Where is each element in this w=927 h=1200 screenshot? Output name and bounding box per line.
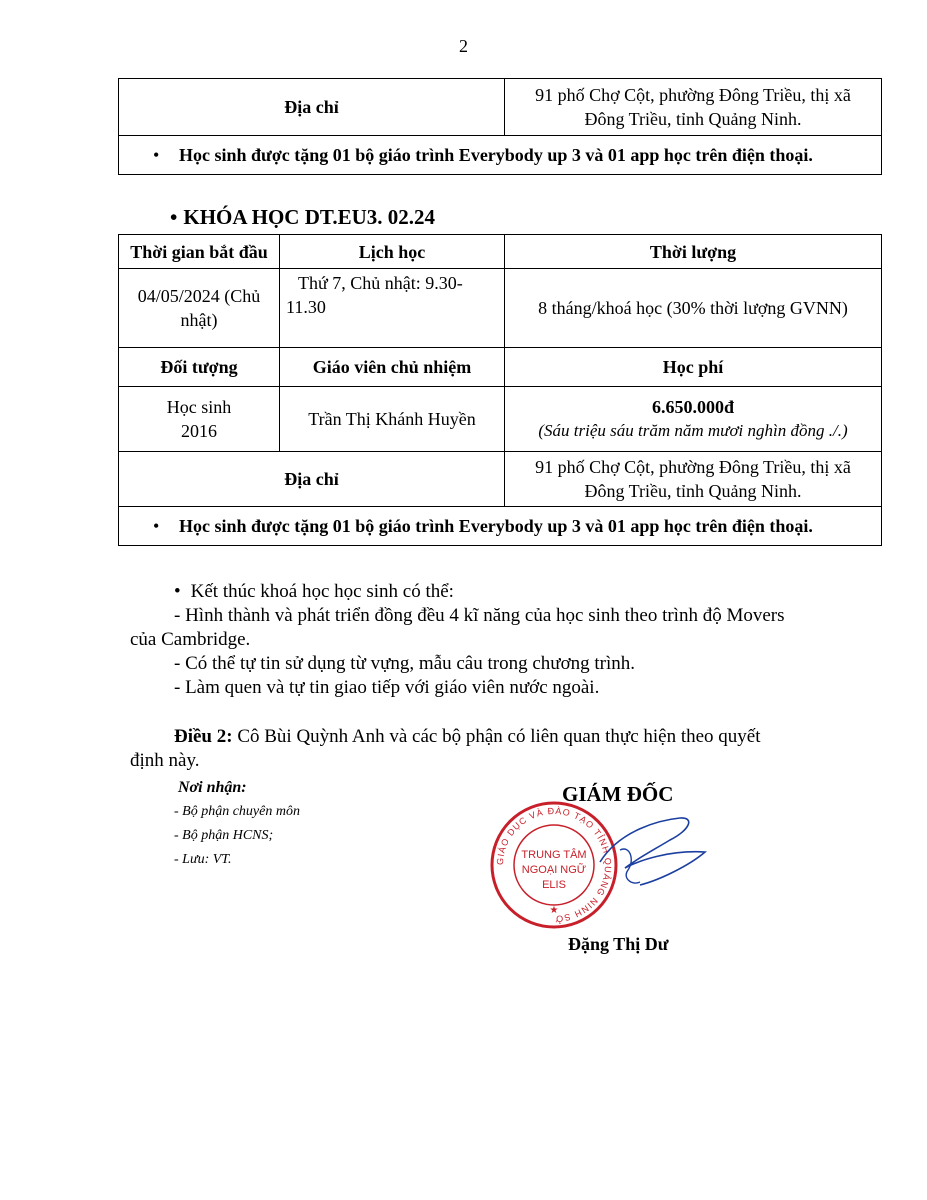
- duration: 8 tháng/khoá học (30% thời lượng GVNN): [505, 269, 882, 348]
- start-date: 04/05/2024 (Chủ nhật): [119, 269, 280, 348]
- header-teacher: Giáo viên chủ nhiệm: [280, 348, 505, 387]
- recipient-2: - Bộ phận HCNS;: [174, 828, 274, 843]
- address-value: [505, 79, 882, 136]
- director-name: Đặng Thị Dư: [568, 934, 669, 954]
- outcome-1-cont: của Cambridge.: [130, 629, 251, 650]
- schedule: Thứ 7, Chủ nhật: 9.30- 11.30: [280, 269, 505, 348]
- svg-text:NGOẠI NGỮ: NGOẠI NGỮ: [521, 864, 587, 876]
- fee: [505, 387, 882, 452]
- header-start-time: Thời gian bắt đầu: [119, 235, 280, 269]
- fee-amount: 6.650.000đ: [651, 397, 734, 417]
- outcome-1: - Hình thành và phát triển đồng đều 4 kĩ năng của học sinh theo trình độ Movers: [174, 605, 785, 626]
- article-2-cont: định này.: [130, 750, 200, 771]
- director-title: GIÁM ĐỐC: [562, 782, 674, 806]
- address-label: Địa chỉ: [119, 79, 505, 136]
- recipients-title: Nơi nhận:: [178, 779, 247, 796]
- gift-note: • Học sinh được tặng 01 bộ giáo trình Everybody up 3 và 01 app học trên điện thoại.: [119, 507, 882, 546]
- gift-note: • Học sinh được tặng 01 bộ giáo trình Everybody up 3 và 01 app học trên điện thoại.: [119, 136, 882, 175]
- svg-text:★: ★: [549, 905, 559, 916]
- course-table: [118, 234, 882, 546]
- svg-text:ELIS: ELIS: [542, 879, 566, 891]
- header-target: Đối tượng: [119, 348, 280, 387]
- page-number: 2: [459, 36, 468, 56]
- course-title: • KHÓA HỌC DT.EU3. 02.24: [170, 205, 435, 230]
- address-label: Địa chỉ: [119, 452, 505, 507]
- target: Học sinh 2016: [119, 387, 280, 452]
- outcome-2: - Có thể tự tin sử dụng từ vựng, mẫu câu trong chương trình.: [174, 653, 636, 674]
- fee-in-words: (Sáu triệu sáu trăm năm mươi nghìn đồng ./.): [538, 421, 848, 440]
- handwritten-signature: [540, 790, 720, 930]
- address-value: 91 phố Chợ Cột, phường Đông Triều, thị xã Đông Triều, tỉnh Quảng Ninh.: [505, 452, 882, 507]
- outcomes-intro: • Kết thúc khoá học học sinh có thể:: [174, 581, 454, 602]
- header-fee: Học phí: [505, 348, 882, 387]
- svg-text:TRUNG TÂM: TRUNG TÂM: [521, 849, 587, 861]
- teacher: Trần Thị Khánh Huyền: [280, 387, 505, 452]
- header-duration: Thời lượng: [505, 235, 882, 269]
- address-line-1: 91 phố Chợ Cột, phường Đông Triều, thị xã: [535, 85, 851, 105]
- address-line-2: Đông Triều, tỉnh Quảng Ninh.: [584, 109, 802, 129]
- recipient-1: - Bộ phận chuyên môn: [174, 804, 300, 819]
- svg-text:GIÁO DỤC VÀ ĐÀO TẠO TỈNH QUẢNG: GIÁO DỤC VÀ ĐÀO TẠO TỈNH QUẢNG NINH SỞ: [494, 805, 614, 925]
- recipient-3: - Lưu: VT.: [174, 852, 232, 867]
- previous-course-table: [118, 78, 882, 175]
- header-schedule: Lịch học: [280, 235, 505, 269]
- outcome-3: - Làm quen và tự tin giao tiếp với giáo viên nước ngoài.: [174, 677, 600, 698]
- article-2: Điều 2: Cô Bùi Quỳnh Anh và các bộ phận có liên quan thực hiện theo quyết: [174, 726, 761, 747]
